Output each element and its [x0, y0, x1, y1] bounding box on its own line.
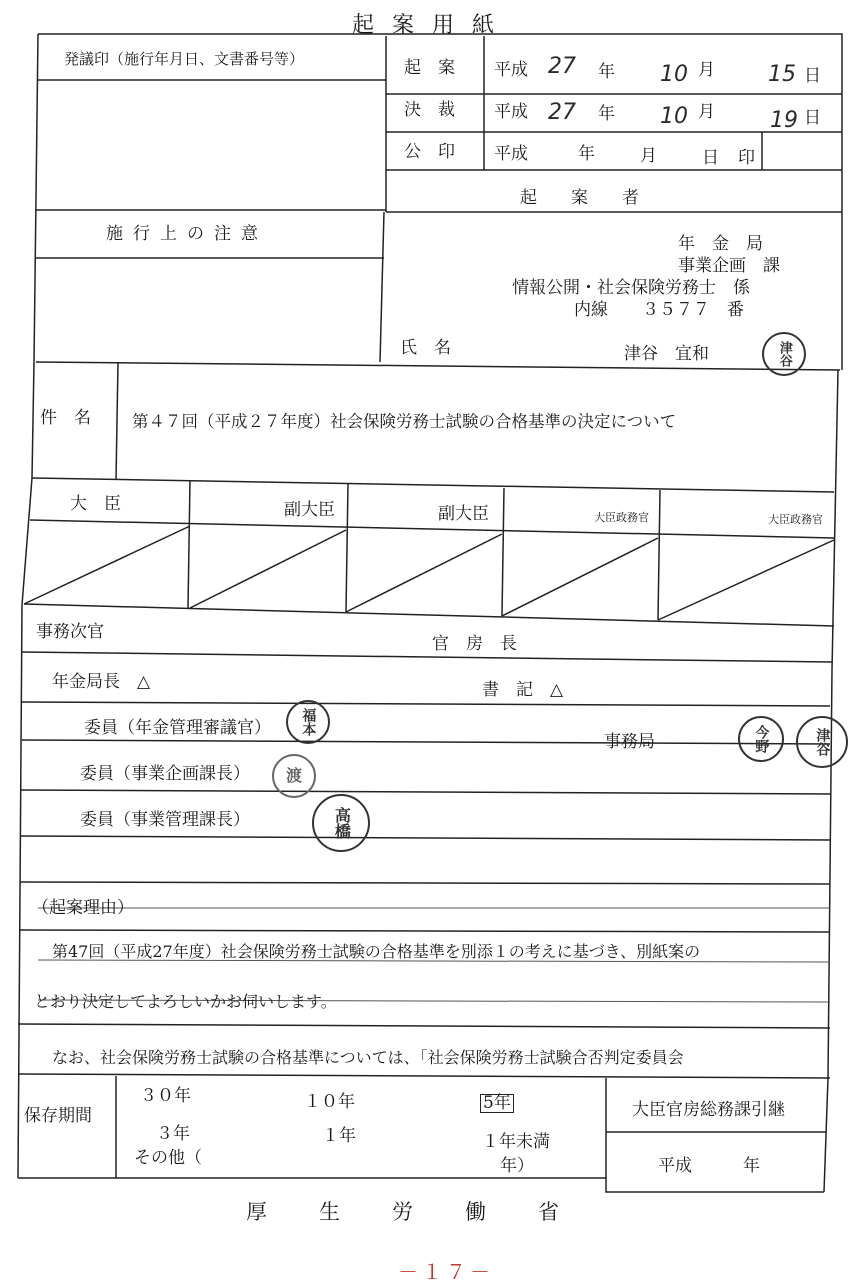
hozon-other: その他（ — [134, 1148, 202, 1168]
drafter-division: 事業企画 課 — [678, 256, 780, 276]
drafter-seal: 津谷 — [762, 332, 806, 376]
kian-tsuki: 月 — [698, 60, 715, 80]
jimukyoku-label: 事務局 — [604, 732, 655, 752]
iin-jigyo-kanri: 委員（事業管理課長） — [80, 810, 250, 830]
kian-heisei: 平成 — [494, 60, 528, 80]
kessai-label: 決 裁 — [404, 100, 455, 120]
riyu-line-3: なお、社会保険労務士試験の合格基準については、「社会保険労務士試験合否判定委員会 — [52, 1048, 684, 1067]
shoki-label: 書 記 △ — [482, 680, 564, 700]
kian-hi: 日 — [804, 66, 821, 86]
shikou-chui-label: 施行上の注意 — [106, 224, 268, 244]
drafter-name: 津谷 宜和 — [624, 344, 709, 364]
kenmei-label: 件 名 — [40, 408, 91, 428]
kiansha-label: 起 案 者 — [520, 188, 639, 208]
watari-seal: 渡 — [272, 754, 316, 798]
ministry-name: 厚生労働省 — [246, 1200, 611, 1224]
kouin-nen: 年 — [578, 144, 595, 164]
nenkinkyokuchou-label: 年金局長 △ — [52, 672, 151, 692]
hozon-other-close: 年） — [500, 1156, 534, 1176]
kian-day: 15 — [768, 62, 796, 87]
iin-nenkin-kanri: 委員（年金管理審議官） — [84, 718, 271, 738]
drafter-extension: 内線 ３５７７ 番 — [574, 300, 744, 320]
hozon-3: ３年 — [156, 1124, 190, 1144]
tsuya-seal: 津谷 — [796, 716, 848, 768]
kouin-label: 公 印 — [404, 142, 455, 162]
hatsugiin-label: 発議印（施行年月日、文書番号等） — [64, 50, 305, 68]
hikitsugi-label: 大臣官房総務課引継 — [632, 1100, 785, 1120]
kessai-tsuki: 月 — [698, 102, 715, 122]
drafter-section: 情報公開・社会保険労務士 係 — [512, 278, 750, 298]
riyu-line-1: 第47回（平成27年度）社会保険労務士試験の合格基準を別添１の考えに基づき、別紙案の — [52, 942, 701, 961]
approver-fukudaijin-2: 副大臣 — [438, 504, 489, 524]
iin-jigyo-kikaku: 委員（事業企画課長） — [80, 764, 250, 784]
riyu-line-2: とおり決定してよろしいかお伺いします。 — [34, 992, 337, 1011]
drafter-name-label: 氏 名 — [400, 338, 451, 358]
fukumoto-seal: 福本 — [286, 700, 330, 744]
kouin-hi: 日 — [702, 148, 719, 168]
hozon-10: １０年 — [304, 1092, 355, 1112]
kessai-nen: 年 — [598, 104, 615, 124]
approver-fukudaijin-1: 副大臣 — [284, 500, 335, 520]
approver-daijin: 大 臣 — [70, 494, 121, 514]
kenmei-text: 第４７回（平成２７年度）社会保険労務士試験の合格基準の決定について — [132, 412, 677, 431]
approver-seimukan-1: 大臣政務官 — [594, 511, 649, 524]
hikitsugi-heisei: 平成 年 — [658, 1156, 760, 1176]
kanbouchou-label: 官 房 長 — [432, 634, 517, 654]
kian-nen: 年 — [598, 62, 615, 82]
jimujikan-label: 事務次官 — [36, 622, 104, 642]
page-number: －１７－ — [398, 1260, 494, 1284]
kouin-in: 印 — [738, 148, 755, 168]
hozon-lt1: １年未満 — [482, 1132, 550, 1152]
takahashi-seal: 高橋 — [312, 794, 370, 852]
hozon-label: 保存期間 — [24, 1106, 92, 1126]
kessai-heisei: 平成 — [494, 102, 528, 122]
hozon-1: １年 — [322, 1126, 356, 1146]
kessai-year: 27 — [548, 100, 576, 125]
drafter-bureau: 年 金 局 — [678, 234, 763, 254]
hozon-30: ３０年 — [140, 1086, 191, 1106]
kessai-hi: 日 — [804, 108, 821, 128]
hozon-5: 5年 — [480, 1094, 514, 1113]
kian-year: 27 — [548, 54, 576, 79]
approver-seimukan-2: 大臣政務官 — [768, 513, 823, 526]
riyu-label: （起案理由） — [32, 898, 134, 918]
kian-month: 10 — [660, 62, 688, 87]
kouin-tsuki: 月 — [640, 146, 657, 166]
kessai-month: 10 — [660, 104, 688, 129]
kessai-day: 19 — [770, 108, 798, 133]
form-title: 起案用紙 — [352, 13, 513, 38]
kouin-heisei: 平成 — [494, 144, 528, 164]
konno-seal: 今野 — [738, 716, 784, 762]
kian-label: 起 案 — [404, 58, 455, 78]
